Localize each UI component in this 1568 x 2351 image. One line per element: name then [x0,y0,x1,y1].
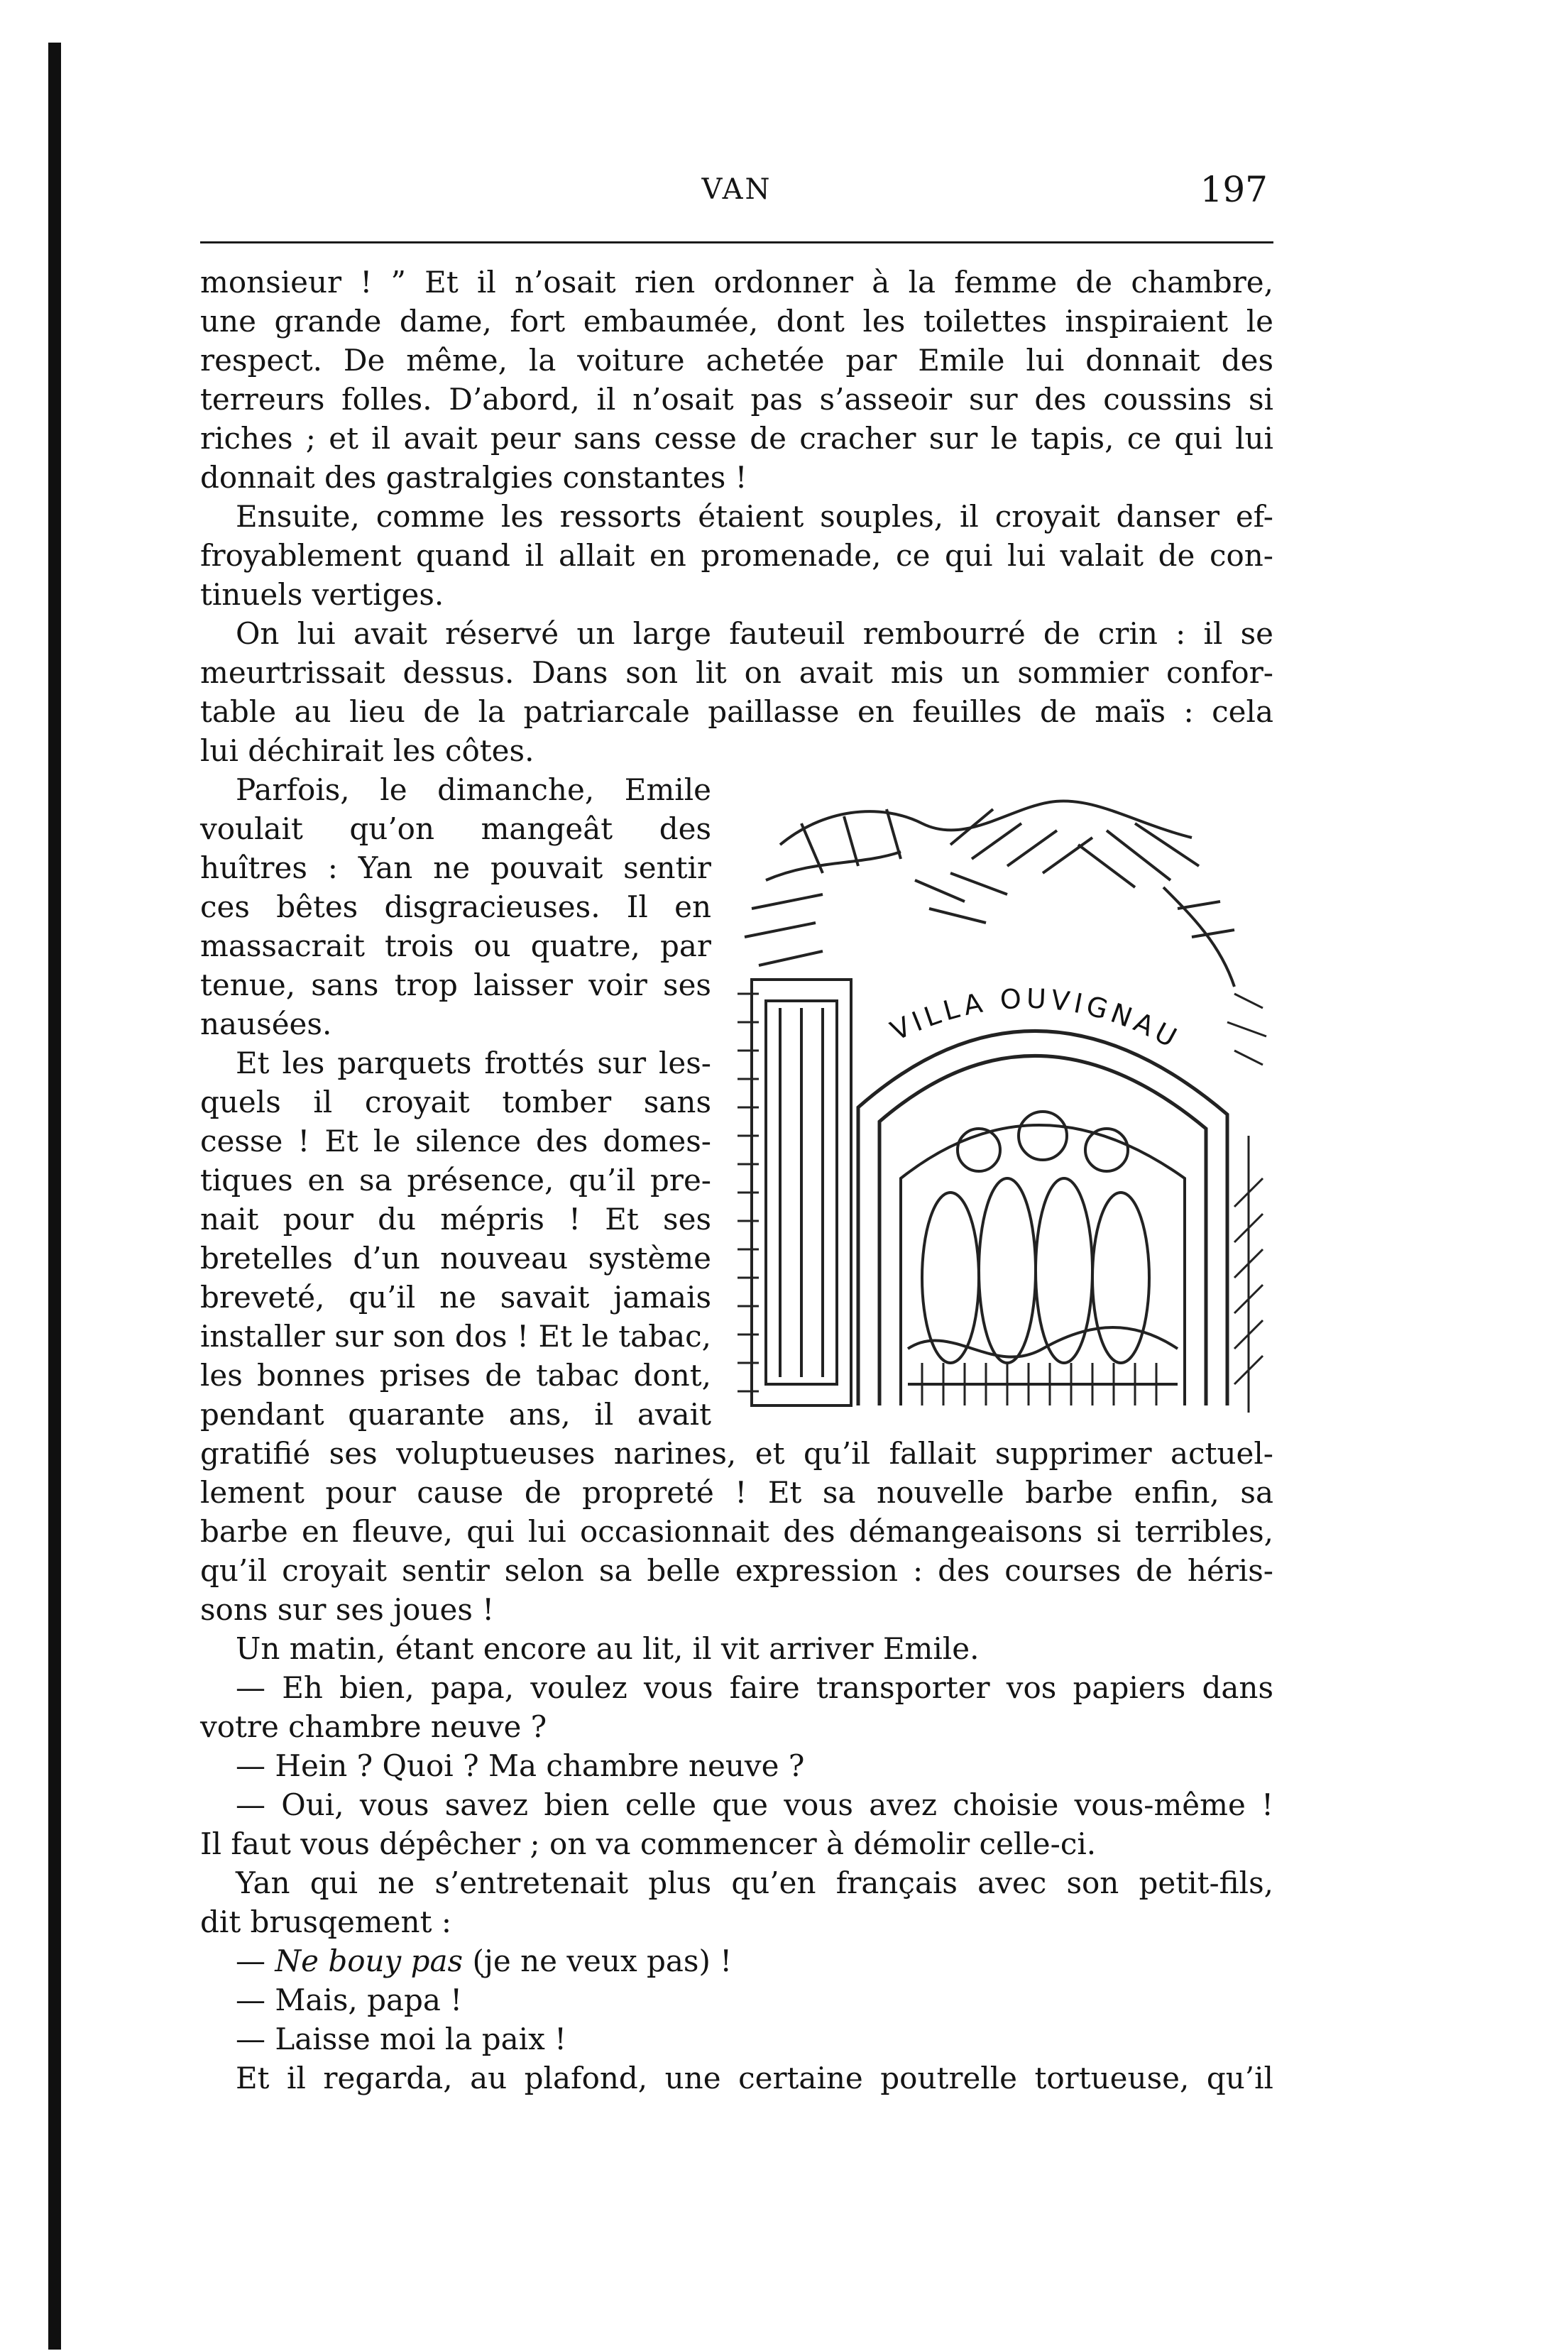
text-line: table au lieu de la patriarcale paillasse en feuilles de maïs : cela [200,694,1273,729]
running-header [200,169,1273,219]
text-line: cesse ! Et le silence des domes- [200,1124,711,1158]
text-line: installer sur son dos ! Et le tabac, [200,1319,711,1354]
text-line: — Mais, papa ! [236,1983,463,2017]
text-line: massacrait trois ou quatre, par [200,928,711,963]
text-line: tinuels vertiges. [200,577,444,612]
running-title: VAN [701,173,772,206]
svg-text:VILLA OUVIGNAU [886,983,1185,1056]
text-line: une grande dame, fort embaumée, dont les toilettes inspiraient le [200,304,1273,339]
text-line: meurtrissait dessus. Dans son lit on avait mis un sommier confor- [200,655,1273,690]
quote-prefix: — [236,1944,275,1978]
paragraphs-end [200,1980,1273,2098]
villa-gate-illustration [738,781,1273,1423]
text-line: riches ; et il avait peur sans cesse de cracher sur le tapis, ce qui lui [200,421,1273,456]
text-line: nausées. [200,1007,332,1041]
body-text [200,263,1273,2098]
text-line: bretelles d’un nouveau système [200,1241,711,1276]
text-line: qu’il croyait sentir selon sa belle expression : des courses de héris- [200,1553,1273,1588]
text-line: gratifié ses voluptueuses narines, et qu’il fallait supprimer actuel- [200,1436,1273,1471]
text-line: nait pour du mépris ! Et ses [200,1202,711,1237]
text-line: votre chambre neuve ? [200,1709,547,1744]
text-line: sons sur ses joues ! [200,1592,495,1627]
text-line: barbe en fleuve, qui lui occasionnait des démangeaisons si terribles, [200,1514,1273,1549]
text-line: lement pour cause de propreté ! Et sa nouvelle barbe enfin, sa [200,1475,1273,1510]
dialogue-line-refusal [200,1941,1273,1980]
text-line: respect. De même, la voiture achetée par Emile lui donnait des [200,343,1273,378]
text-line: lui déchirait les côtes. [200,733,534,768]
text-line: ces bêtes disgracieuses. Il en [200,889,711,924]
text-line: terreurs folles. D’abord, il n’osait pas s’asseoir sur des coussins si [200,382,1273,417]
text-line: dit brusqement : [200,1905,451,1939]
book-spine-shadow [48,43,61,2350]
text-line: Ensuite, comme les ressorts étaient souples, il croyait danser ef- [236,499,1273,534]
villa-sign-text: VILLA OUVIGNAU [885,982,1186,1056]
quote-suffix: (je ne veux pas) ! [463,1944,733,1978]
text-line: — Eh bien, papa, voulez vous faire transporter vos papiers dans [236,1670,1273,1705]
page-number: 197 [1200,169,1268,210]
text-line: voulait qu’on mangeât des [200,811,711,846]
text-line: Yan qui ne s’entretenait plus qu’en français avec son petit-fils, [236,1865,1273,1900]
text-line: pendant quarante ans, il avait [200,1397,711,1432]
text-with-illustration [200,770,1273,1434]
text-line: Et les parquets frottés sur les- [236,1046,711,1080]
text-line: les bonnes prises de tabac dont, [200,1358,711,1393]
text-line: — Hein ? Quoi ? Ma chambre neuve ? [236,1748,805,1783]
text-line: — Oui, vous savez bien celle que vous avez choisie vous-même ! [236,1787,1273,1822]
text-line: Un matin, étant encore au lit, il vit arriver Emile. [236,1631,980,1666]
header-rule [200,241,1273,243]
paragraphs-bottom [200,1434,1273,1941]
text-line: froyablement quand il allait en promenade, ce qui lui valait de con- [200,538,1273,573]
text-line: breveté, qu’il ne savait jamais [200,1280,711,1315]
text-line: monsieur ! ” Et il n’osait rien ordonner à la femme de chambre, [200,265,1273,300]
paragraphs-top [200,263,1273,770]
text-line: Parfois, le dimanche, Emile [236,772,711,807]
text-line: quels il croyait tomber sans [200,1085,711,1119]
text-line: huîtres : Yan ne pouvait sentir [200,850,711,885]
quote-italic: Ne bouy pas [275,1944,464,1978]
text-line: On lui avait réservé un large fauteuil rembourré de crin : il se [236,616,1273,651]
text-line: tiques en sa présence, qu’il pre- [200,1163,711,1198]
paragraphs-beside-illustration [200,770,711,1434]
text-line: donnait des gastralgies constantes ! [200,460,747,495]
text-line: — Laisse moi la paix ! [236,2022,567,2056]
text-line: tenue, sans trop laisser voir ses [200,968,711,1002]
text-line: Il faut vous dépêcher ; on va commencer à démolir celle-ci. [200,1826,1097,1861]
text-line: Et il regarda, au plafond, une certaine poutrelle tortueuse, qu’il [236,2061,1273,2095]
